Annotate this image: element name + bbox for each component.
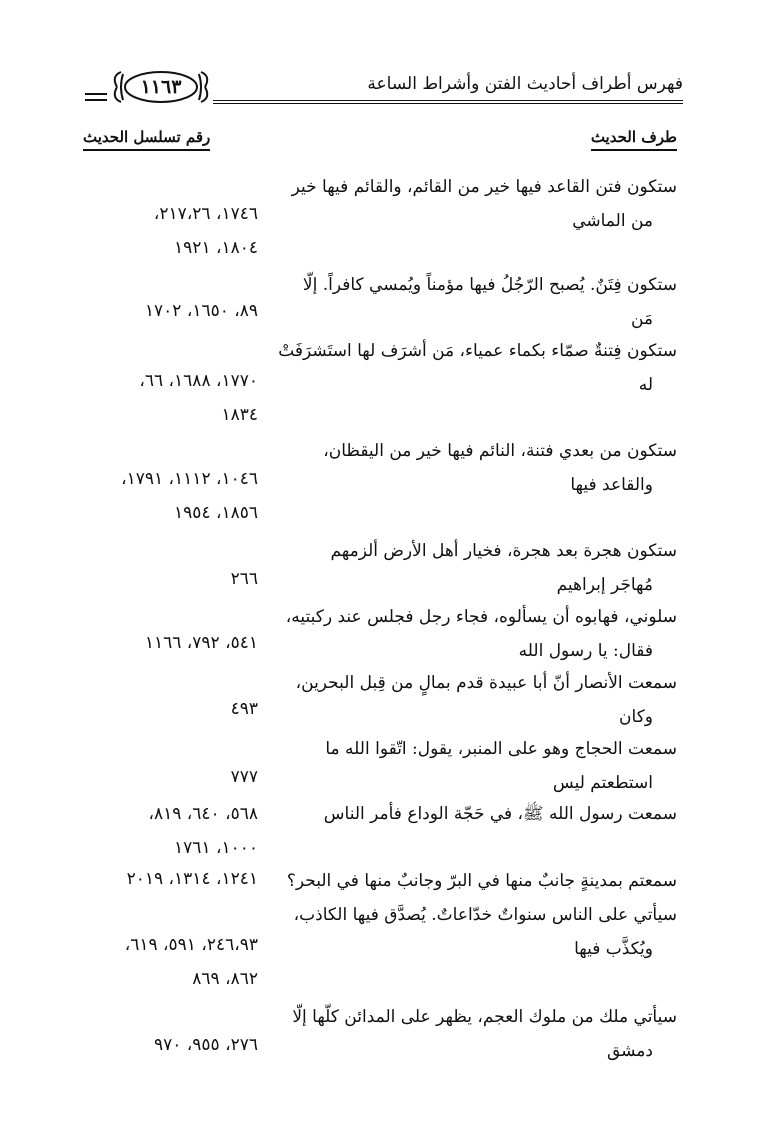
hadith-line: ستكون فتن القاعد فيها خير من القائم، والقائم فيها خير [291, 177, 677, 197]
hadith-line-continuation: فقال: يا رسول الله [518, 641, 653, 661]
numbers-line: ٥٦٨، ٦٤٠، ٨١٩، [148, 804, 258, 824]
hadith-numbers [83, 294, 258, 328]
hadith-entry [267, 898, 677, 966]
numbers-line: ١٨٣٤ [221, 405, 258, 425]
hadith-numbers [83, 197, 258, 265]
header-dash [85, 99, 107, 101]
hadith-line-continuation: له [638, 375, 653, 395]
hadith-line: سمعت رسول الله ﷺ، في حَجّة الوداع فأمر الناس [323, 804, 677, 824]
hadith-line: ستكون فِتَنٌ. يُصبح الرّجُلُ فيها مؤمناً ويُمسي كافراً. إلّا [302, 275, 677, 295]
numbers-line: ٥٤١، ٧٩٢، ١١٦٦ [144, 633, 258, 653]
hadith-line-continuation: مُهاجَر إبراهيم [556, 575, 653, 595]
page-header [85, 62, 683, 112]
numbers-line: ٢٤٦،٩٣، ٥٩١، ٦١٩، [124, 935, 258, 955]
numbers-line: ٤٩٣ [230, 699, 258, 719]
hadith-line: ستكون فِتنةٌ صمّاء بكماء عمياء، مَن أشرَف لها استَشرَفَتْ [278, 341, 677, 361]
column-heading-hadith-number: رقم تسلسل الحديث [83, 128, 210, 151]
hadith-numbers [83, 626, 258, 660]
hadith-numbers [83, 760, 258, 794]
hadith-numbers [83, 692, 258, 726]
hadith-line-continuation: مَن [630, 309, 653, 329]
hadith-line-continuation: والقاعد فيها [570, 475, 653, 495]
hadith-entry [267, 600, 677, 668]
hadith-line: سيأتي ملك من ملوك العجم، يظهر على المدائن كلّها إلّا [292, 1007, 677, 1027]
hadith-line-continuation: ويُكذَّب فيها [574, 939, 653, 959]
hadith-line-continuation: وكان [619, 707, 653, 727]
hadith-entry [267, 534, 677, 602]
numbers-line: ١٢٤١، ١٣١٤، ٢٠١٩ [126, 869, 258, 889]
hadith-line: سيأتي على الناس سنواتٌ خدّاعاتٌ. يُصدَّق فيها الكاذب، [293, 905, 677, 925]
column-heading-hadith-edge: طرف الحديث [591, 128, 677, 151]
hadith-numbers [83, 862, 258, 896]
hadith-line-continuation: دمشق [606, 1041, 653, 1061]
hadith-line: سمعتم بمدينةٍ جانبٌ منها في البرّ وجانبٌ منها في البحر؟ [286, 871, 677, 891]
hadith-entry [267, 170, 677, 238]
hadith-numbers [83, 562, 258, 596]
hadith-line: سمعت الحجاج وهو على المنبر، يقول: اتّقوا الله ما [325, 739, 677, 759]
hadith-numbers [83, 797, 258, 865]
numbers-line: ٢٦٦ [230, 569, 258, 589]
hadith-entry [267, 864, 677, 898]
numbers-line: ١٨٠٤، ١٩٢١ [174, 238, 258, 258]
hadith-entry [267, 797, 677, 831]
hadith-entry [267, 732, 677, 800]
hadith-numbers [83, 462, 258, 530]
numbers-line: ١٠٤٦، ١١١٢، ١٧٩١، [121, 469, 258, 489]
running-title: فهرس أطراف أحاديث الفتن وأشراط الساعة [367, 74, 683, 94]
hadith-numbers [83, 1028, 258, 1062]
hadith-entry [267, 1000, 677, 1068]
hadith-line: ستكون من بعدي فتنة، النائم فيها خير من اليقظان، [323, 441, 677, 461]
numbers-line: ٧٧٧ [230, 767, 258, 787]
header-rule [213, 100, 683, 104]
hadith-entry [267, 434, 677, 502]
hadith-line-continuation: استطعتم ليس [552, 773, 653, 793]
numbers-line: ١٨٥٦، ١٩٥٤ [174, 503, 258, 523]
page-number: ١١٦٣ [140, 76, 182, 98]
hadith-entry [267, 334, 677, 402]
hadith-entry [267, 666, 677, 734]
numbers-line: ٢٧٦، ٩٥٥، ٩٧٠ [154, 1035, 258, 1055]
header-dash [85, 93, 107, 95]
numbers-line: ٨٩، ١٦٥٠، ١٧٠٢ [144, 301, 258, 321]
hadith-entry [267, 268, 677, 336]
numbers-line: ٨٦٢، ٨٦٩ [192, 969, 258, 989]
numbers-line: ١٧٧٠، ١٦٨٨، ٦٦، [139, 371, 258, 391]
hadith-line: سلوني، فهابوه أن يسألوه، فجاء رجل فجلس عند ركبتيه، [285, 607, 677, 627]
hadith-line: ستكون هجرة بعد هجرة، فخيار أهل الأرض ألزمهم [330, 541, 677, 561]
numbers-line: ١٧٤٦، ٢١٧،٢٦، [153, 204, 258, 224]
hadith-numbers [83, 364, 258, 432]
hadith-numbers [83, 928, 258, 996]
numbers-line: ١٠٠٠، ١٧٦١ [174, 838, 258, 858]
hadith-line-continuation: من الماشي [572, 211, 653, 231]
hadith-line: سمعت الأنصار أنّ أبا عبيدة قدم بمالٍ من قِبل البحرين، [295, 673, 677, 693]
